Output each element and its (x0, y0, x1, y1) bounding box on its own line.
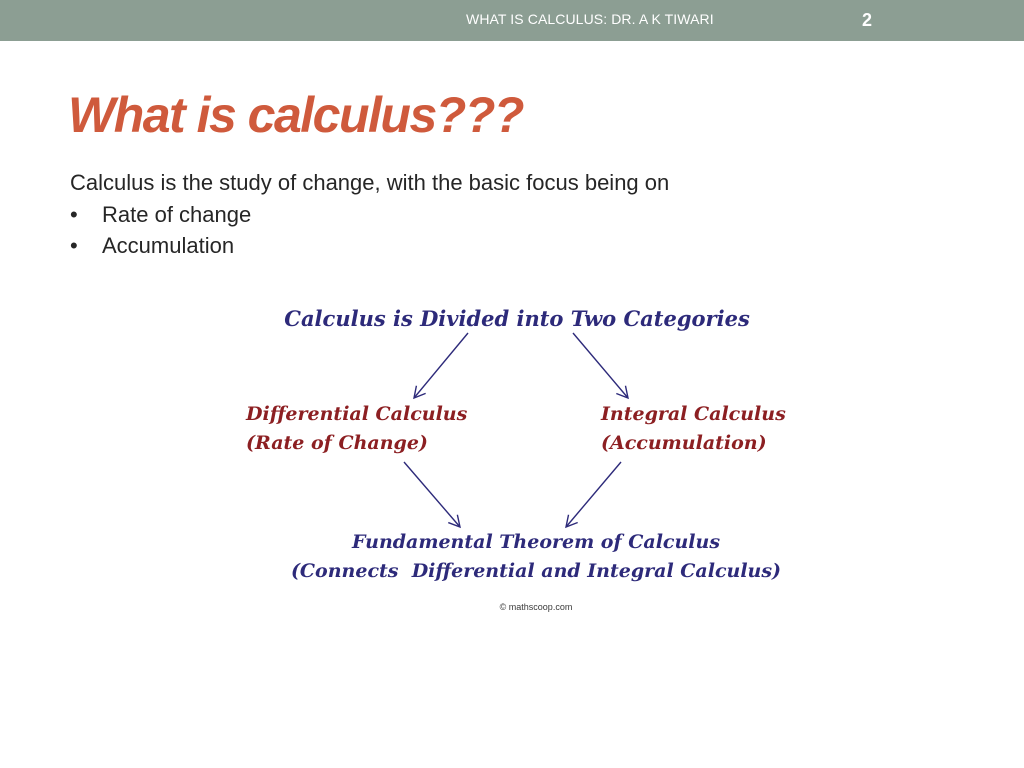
slide-number: 2 (862, 10, 873, 30)
slide-title: What is calculus??? (68, 87, 523, 143)
integral-title: Integral Calculus (601, 403, 786, 425)
intro-text: Calculus is the study of change, with the basic focus being on (70, 170, 670, 195)
differential-subtitle: (Rate of Change) (246, 432, 428, 454)
bullet-item (70, 201, 251, 232)
arrow-to-integral (573, 333, 628, 398)
bullet-text: Rate of change (102, 202, 252, 227)
bullet-marker: • (70, 202, 78, 227)
fundamental-theorem-subtitle: (Connects Differential and Integral Calculus) (290, 560, 782, 582)
differential-title: Differential Calculus (246, 403, 468, 425)
arrow-from-integral (566, 462, 621, 527)
arrow-from-differential (404, 462, 460, 527)
copyright-notice: © mathscoop.com (499, 602, 573, 612)
bullet-item (70, 232, 251, 263)
bullet-marker: • (70, 233, 78, 258)
bullet-text: Accumulation (102, 233, 235, 258)
diagram-top-label: Calculus is Divided into Two Categories (284, 306, 750, 331)
integral-subtitle: (Accumulation) (601, 432, 767, 454)
fundamental-theorem-title: Fundamental Theorem of Calculus (351, 531, 721, 553)
header-bar (0, 0, 1024, 41)
arrow-to-differential (414, 333, 468, 398)
bullet-list (70, 201, 251, 263)
header-title: WHAT IS CALCULUS: DR. A K TIWARI (466, 11, 714, 27)
